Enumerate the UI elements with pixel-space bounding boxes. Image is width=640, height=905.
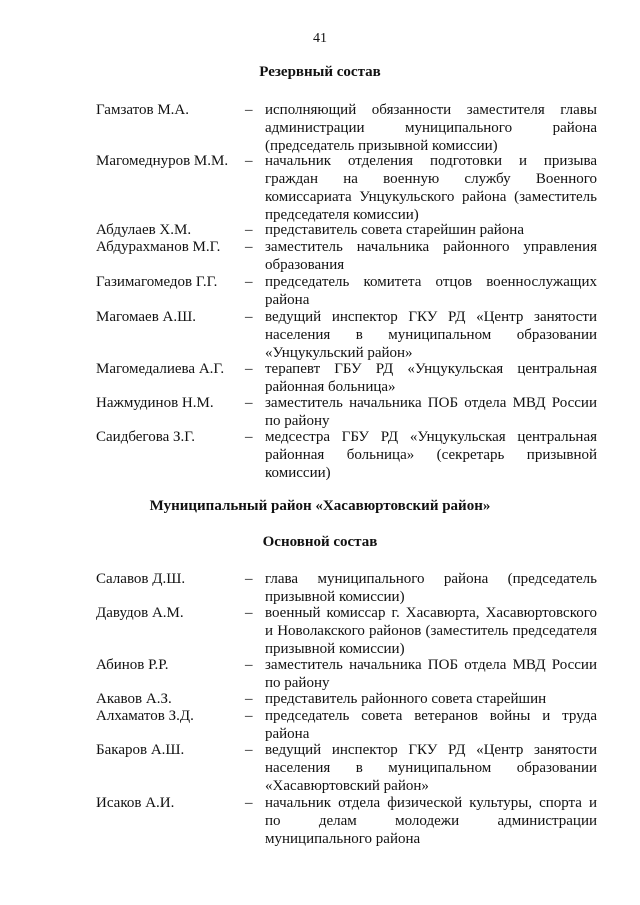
member-name: Абдулаев Х.М. [96, 222, 192, 238]
dash-separator: – [245, 239, 253, 255]
dash-separator: – [245, 361, 253, 377]
member-role: начальник отделения подготовки и призыва граждан на военную службу Военного комиссариата Унцукульского района (заместитель председателя комиссии) [265, 153, 597, 223]
page-number: 41 [313, 31, 327, 46]
dash-separator: – [245, 395, 253, 411]
dash-separator: – [245, 708, 253, 724]
dash-separator: – [245, 605, 253, 621]
member-name: Магомедалиева А.Г. [96, 361, 225, 377]
dash-separator: – [245, 429, 253, 445]
member-name: Газимагомедов Г.Г. [96, 274, 218, 290]
member-name: Гамзатов М.А. [96, 102, 190, 118]
member-name: Саидбегова З.Г. [96, 429, 195, 445]
section-title-main: Основной состав [262, 534, 378, 550]
member-name: Акавов А.З. [96, 691, 172, 707]
member-role: председатель совета ветеранов войны и труда района [265, 708, 597, 742]
member-role: терапевт ГБУ РД «Унцукульская центральная районная больница» [265, 361, 597, 395]
member-role: ведущий инспектор ГКУ РД «Центр занятости населения в муниципальном образовании «Унцукульский район» [265, 309, 597, 361]
dash-separator: – [245, 153, 253, 169]
dash-separator: – [245, 274, 253, 290]
section-title-reserve: Резервный состав [259, 64, 381, 80]
member-role: заместитель начальника районного управления образования [265, 239, 597, 273]
member-name: Нажмудинов Н.М. [96, 395, 214, 411]
member-role: ведущий инспектор ГКУ РД «Центр занятости населения в муниципальном образовании «Хасавюртовский район» [265, 742, 597, 794]
dash-separator: – [245, 795, 253, 811]
member-role: представитель совета старейшин района [265, 222, 524, 238]
dash-separator: – [245, 102, 253, 118]
member-role: представитель районного совета старейшин [265, 691, 547, 707]
member-name: Исаков А.И. [96, 795, 175, 811]
member-role: начальник отдела физической культуры, спорта и по делам молодежи администрации муниципального района [265, 795, 597, 847]
dash-separator: – [245, 222, 253, 238]
member-role: глава муниципального района (председатель призывной комиссии) [265, 571, 597, 605]
dash-separator: – [245, 571, 253, 587]
member-name: Давудов А.М. [96, 605, 184, 621]
member-role: медсестра ГБУ РД «Унцукульская центральная районная больница» (секретарь призывной комиссии) [265, 429, 597, 481]
member-name: Бакаров А.Ш. [96, 742, 185, 758]
member-role: председатель комитета отцов военнослужащих района [265, 274, 597, 308]
member-name: Абинов Р.Р. [96, 657, 169, 673]
member-role: военный комиссар г. Хасавюрта, Хасавюртовского и Новолакского районов (заместитель председателя призывной комиссии) [265, 605, 597, 657]
member-role: заместитель начальника ПОБ отдела МВД России по району [265, 395, 597, 429]
dash-separator: – [245, 742, 253, 758]
dash-separator: – [245, 691, 253, 707]
member-role: заместитель начальника ПОБ отдела МВД России по району [265, 657, 597, 691]
member-name: Магомеднуров М.М. [96, 153, 229, 169]
member-name: Абдурахманов М.Г. [96, 239, 221, 255]
member-name: Алхаматов З.Д. [96, 708, 194, 724]
dash-separator: – [245, 657, 253, 673]
member-name: Салавов Д.Ш. [96, 571, 186, 587]
member-name: Магомаев А.Ш. [96, 309, 196, 325]
member-role: исполняющий обязанности заместителя главы администрации муниципального района (председатель призывной комиссии) [265, 102, 597, 154]
district-title: Муниципальный район «Хасавюртовский район» [149, 498, 491, 514]
dash-separator: – [245, 309, 253, 325]
